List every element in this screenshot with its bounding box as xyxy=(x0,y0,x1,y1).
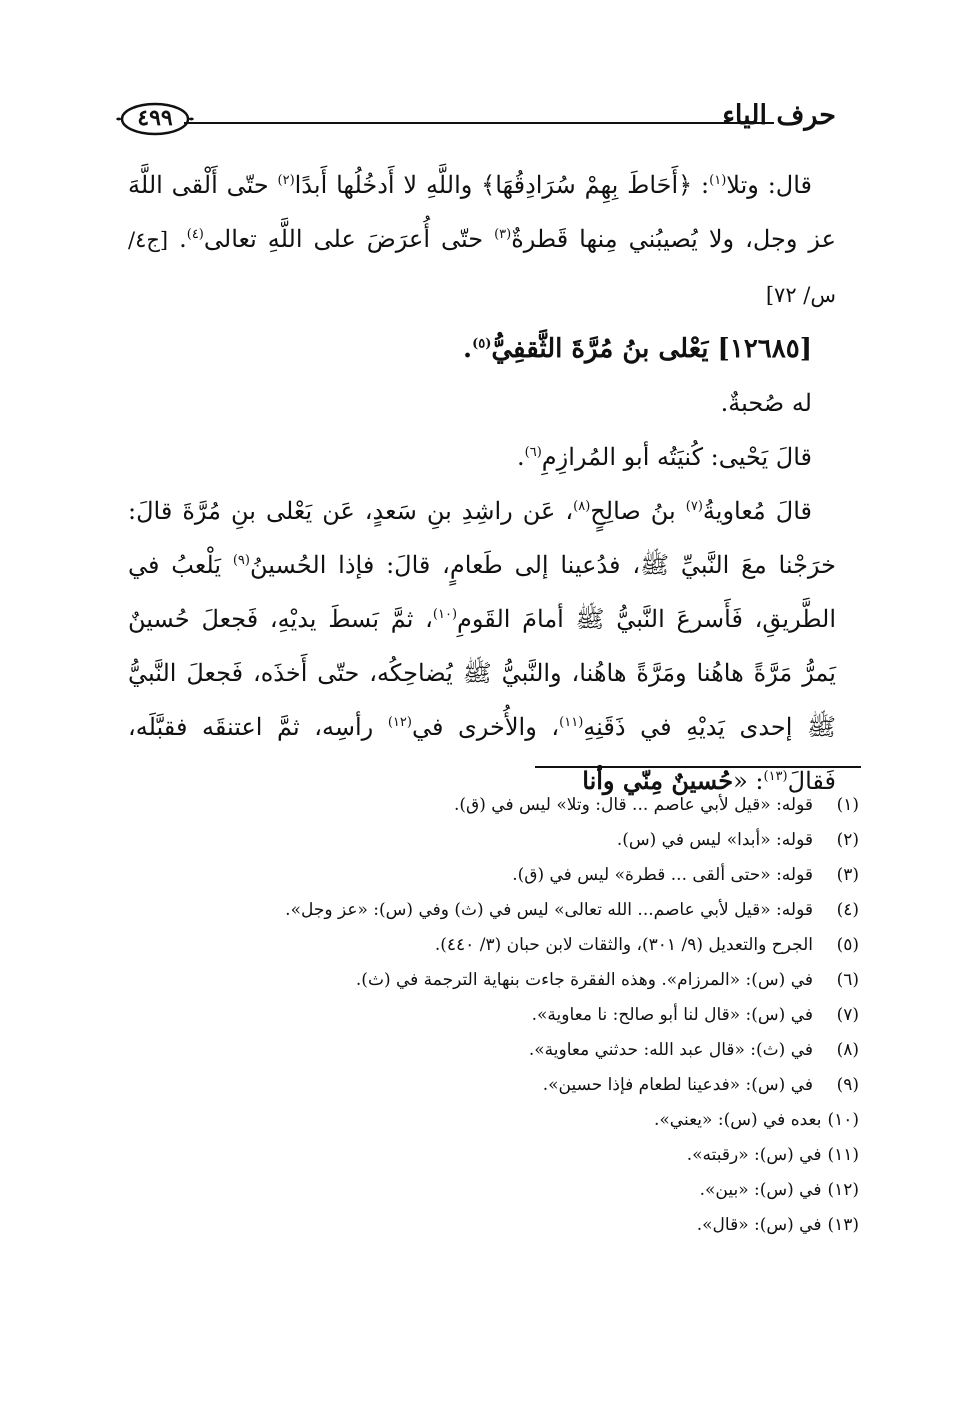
footnote-ref: (١٢) xyxy=(387,715,412,730)
running-header xyxy=(112,96,836,140)
footnote-item: (٢) قوله: «أبدا» ليس في (س). xyxy=(616,830,859,850)
header-rule xyxy=(184,122,774,124)
paragraph-1: قال: وتلا$^{(١)}$: ﴿أَحَاطَ بِهِمْ سُرَادِقُهَا﴾ واللَّهِ لا أَدخُلُها أَبدًا$^{(٢)}$ حتّى أَلْقى اللَّهَ عز وجل، ولا يُصيبُني مِنها قَطرةٌ$^{(٣)}$ حتّى أُعرَضَ على اللَّهِ تعالى$^{(٤)}$. [ج٤/ س/ ٧٢] xyxy=(128,171,836,307)
footnote-ref: (٥) xyxy=(472,336,492,352)
footnote-item: (٩) في (س): «فدعينا لطعام فإذا حسين». xyxy=(542,1075,859,1095)
entry-number: [١٢٦٨٥] xyxy=(717,334,812,364)
footnote-ref: (٢) xyxy=(277,173,295,188)
footnote-item: (١) قوله: «قيل لأبي عاصم ... قال: وتلا» ليس في (ق). xyxy=(454,795,859,815)
footnote-item: (٨) في (ث): «قال عبد الله: حدثني معاوية». xyxy=(528,1040,859,1060)
footnote-ref: (٦) xyxy=(524,445,542,460)
footnote-separator xyxy=(535,766,861,768)
page-number-badge xyxy=(116,100,194,138)
quoted-saying: حُسينٌ مِنّي وأنا xyxy=(582,766,734,795)
manuscript-reference: [ج٤/ س/ ٧٢] xyxy=(128,228,836,307)
footnote-ref: (٧) xyxy=(685,499,703,514)
footnote-ref: (١١) xyxy=(559,715,584,730)
footnote-item: (١١) في (س): «رقبته». xyxy=(686,1145,859,1165)
footnote-item: (٥) الجرح والتعديل (٩/ ٣٠١)، والثقات لابن حبان (٣/ ٤٤٠). xyxy=(434,935,859,955)
footnote-ref: (٣) xyxy=(494,227,512,242)
footnote-item: (٤) قوله: «قيل لأبي عاصم... الله تعالى» ليس في (ث) وفي (س): «عز وجل». xyxy=(285,900,859,920)
footnote-ref: (٤) xyxy=(186,227,204,242)
main-text xyxy=(128,158,836,808)
footnote-item: (٦) في (س): «المرزام». وهذه الفقرة جاءت بنهاية الترجمة في (ث). xyxy=(355,970,859,990)
footnote-ref: (١٣) xyxy=(763,769,788,784)
footnote-item: (١٢) في (س): «بين». xyxy=(699,1180,859,1200)
paragraph-hadith: قالَ مُعاويةُ$^{(٧)}$ بنُ صالِحٍ$^{(٨)}$، عَن راشِدِ بنِ سَعدٍ، عَن يَعْلى بنِ مُرَّةَ قالَ: خرَجْنا معَ النَّبيِّ ﷺ، فدُعينا إلى طَعامٍ، قالَ: فإذا الحُسينُ$^{(٩)}$ يَلْعبُ في الطَّريقِ، فَأَسرعَ النَّبيُّ ﷺ أمامَ القَومِ$^{(١٠)}$، ثمَّ بَسطَ يديْهِ، فَجعلَ حُسينٌ يَمرُّ مَرَّةً هاهُنا ومَرَّةً هاهُنا، والنَّبيُّ ﷺ يُضاحِكُه، حتّى أَخذَه، فَجعلَ النَّبيُّ ﷺ إحدى يَديْهِ في ذَقَنِهِ$^{(١١)}$، والأُخرى في$^{(١٢)}$ رأسِه، ثمَّ اعتنقَه فقبَّلَه، فَقالَ$^{(١٣)}$: «حُسينٌ مِنّي وأنا xyxy=(128,497,837,795)
footnote-ref: (١) xyxy=(709,173,727,188)
footnote-ref: (١٠) xyxy=(432,607,458,622)
companion-line: له صُحبةٌ. xyxy=(720,389,812,417)
page-number: ٤٩٩ xyxy=(137,105,173,131)
footnote-item: (٧) في (س): «قال لنا أبو صالح: نا معاوية». xyxy=(531,1005,859,1025)
footnote-item: (٣) قوله: «حتى ألقى ... قطرة» ليس في (ق). xyxy=(512,865,859,885)
chapter-title: حرف الياء xyxy=(722,100,836,131)
footnote-ref: (٩) xyxy=(232,553,250,568)
entry-name: يَعْلى بنُ مُرَّةَ الثَّقفِيُّ xyxy=(491,334,709,364)
footnote-item: (١٣) في (س): «قال». xyxy=(696,1215,859,1235)
footnotes xyxy=(159,788,859,1243)
footnote-ref: (٨) xyxy=(573,499,591,514)
entry-heading: [١٢٦٨٥] يَعْلى بنُ مُرَّةَ الثَّقفِيُّ$^{(٥)}$. xyxy=(463,334,812,364)
kunya-line: قالَ يَحْيى: كُنيَتُه أبو المُرازِمِ$^{(٦)}$. xyxy=(516,443,812,471)
footnote-item: (١٠) بعده في (س): «يعني». xyxy=(654,1110,859,1130)
